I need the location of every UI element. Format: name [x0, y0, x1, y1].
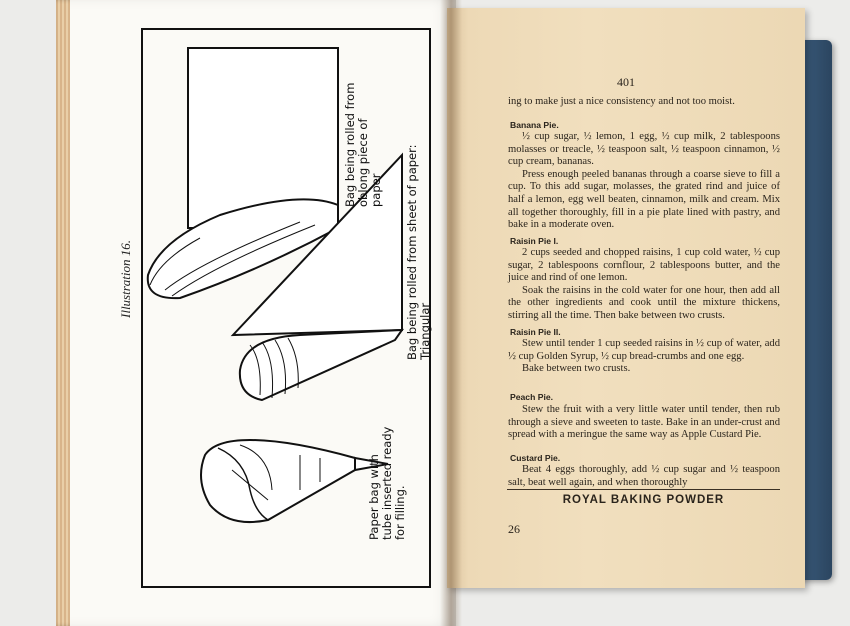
recipe-body: [508, 404, 780, 442]
caption-triangular-line: Bag being rolled from sheet of paper:: [405, 144, 419, 360]
recipe-paragraph: 2 cups seeded and chopped raisins, 1 cup cold water, ½ cup sugar, 2 tablespoons cornflour, 2 tablespoons butter, and the juice and rind of one lemon.: [508, 247, 780, 284]
recipe-heading: Custard Pie.: [510, 453, 561, 463]
recipe-paragraph: Press enough peeled bananas through a coarse sieve to fill a cup. To this add sugar, molasses, the grated rind and juice of half a lemon, egg well beaten, cinnamon, milk and cream. Mix all together thoroughly, fill in a pie plate lined with pastry, and bake in a moderate oven.: [508, 168, 780, 231]
caption-filled-line: Paper bag with: [367, 454, 381, 540]
caption-oblong-line: oblong piece of: [356, 118, 370, 207]
illustration-label: Illustration 16.: [118, 239, 133, 318]
recipe-body: [508, 338, 780, 376]
recipe-paragraph: Beat 4 eggs thoroughly, add ½ cup sugar and ½ teaspoon salt, beat well again, and when thoroughly: [508, 464, 780, 488]
caption-filled-line: for filling.: [393, 485, 407, 540]
caption-triangular-line: Triangular: [418, 302, 432, 360]
caption-oblong-line: Bag being rolled from: [343, 82, 357, 207]
recipe-heading: Peach Pie.: [510, 392, 553, 402]
recipe-body: [508, 131, 780, 232]
caption-filled: [368, 427, 407, 540]
page-number-top: 401: [617, 75, 635, 89]
recipe-paragraph: ½ cup sugar, ½ lemon, 1 egg, ½ cup milk, 2 tablespoons molasses or treacle, ½ teaspoon salt, ½ teaspoon cinnamon, ½ cup cream, bananas.: [508, 131, 780, 168]
footer-rule: [507, 489, 780, 490]
caption-triangular: [406, 144, 432, 360]
recipe-heading: Raisin Pie II.: [510, 327, 561, 337]
recipe-body: [508, 464, 780, 489]
recipe-heading: Banana Pie.: [510, 120, 559, 130]
caption-oblong-line: paper: [369, 173, 383, 207]
recipe-body: [508, 247, 780, 323]
recipe-paragraph: Soak the raisins in the cold water for one hour, then add all the other ingredients and cook until the mixture thickens, stirring all the time. Then bake between two crusts.: [508, 284, 780, 321]
page-number-bottom: 26: [508, 522, 520, 536]
recipe-heading: Raisin Pie I.: [510, 236, 559, 246]
running-footer: ROYAL BAKING POWDER: [562, 494, 725, 506]
recipe-paragraph: Stew the fruit with a very little water until tender, then rub through a sieve and sweeten to taste. Bake in an under-crust and spread with a meringue the same way as Apple Custard Pie.: [508, 404, 780, 441]
caption-oblong: [344, 83, 383, 207]
filled-bag-figure: [201, 440, 388, 522]
caption-filled-line: tube inserted ready: [380, 426, 394, 540]
recipe-paragraph: Stew until tender 1 cup seeded raisins in ½ cup of water, add ½ cup Golden Syrup, ½ cup bread-crumbs and one egg.: [508, 338, 780, 362]
intro-paragraph: ing to make just a nice consistency and not too moist.: [508, 96, 735, 107]
recipe-paragraph: Bake between two crusts.: [522, 363, 631, 375]
